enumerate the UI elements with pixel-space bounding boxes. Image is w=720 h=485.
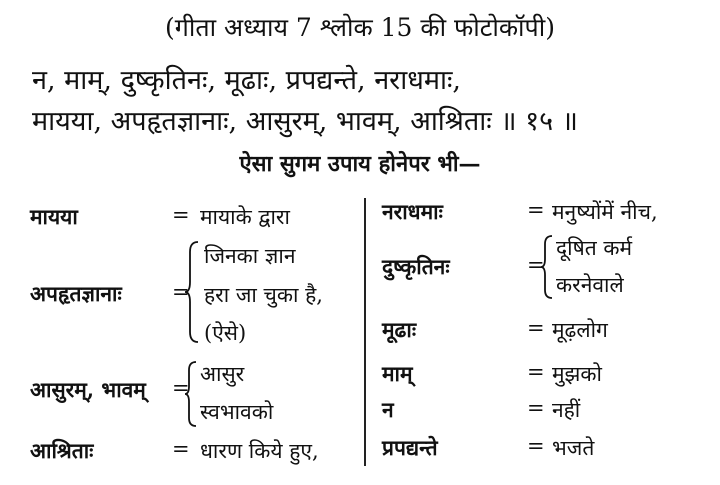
verse-line-2: मायया, अपहृतज्ञानाः, आसुरम्, भावम्, आश्रिताः ॥ १५ ॥	[32, 106, 578, 137]
term-ashritah: आश्रिताः	[30, 438, 94, 463]
meaning-dushkrti-line-1: दूषित कर्म	[556, 236, 633, 260]
equals-sign: =	[172, 437, 190, 461]
meaning-asuram-line-1: आसुर	[200, 362, 245, 386]
page-header: (गीता अध्याय 7 श्लोक 15 की फोटोकॉपी)	[165, 13, 555, 42]
meaning-apahrta-line-2: हरा जा चुका है,	[204, 283, 323, 307]
column-divider	[364, 198, 366, 466]
term-prapadyante: प्रपद्यन्ते	[382, 435, 438, 460]
term-naradhamah: नराधमाः	[382, 199, 443, 224]
meaning-apahrta-line-3: (ऐसे)	[204, 321, 247, 345]
meaning-mudhah: मूढ़लोग	[552, 318, 608, 342]
term-dushkrtinah: दुष्कृतिनः	[382, 254, 450, 279]
subheading: ऐसा सुगम उपाय होनेपर भी—	[239, 151, 481, 177]
equals-sign: =	[172, 376, 190, 400]
equals-sign: =	[172, 280, 190, 304]
equals-sign: =	[527, 396, 545, 420]
verse-line-1: न, माम्, दुष्कृतिनः, मूढाः, प्रपद्यन्ते, नराधमाः,	[32, 65, 461, 96]
equals-sign: =	[527, 198, 545, 222]
meaning-ashritah: धारण किये हुए,	[200, 439, 319, 463]
meaning-apahrta-line-1: जिनका ज्ञान	[204, 244, 296, 268]
equals-sign: =	[527, 316, 545, 340]
term-mudhah: मूढाः	[382, 317, 417, 342]
term-apahrtajnanah: अपहृतज्ञानाः	[30, 281, 122, 306]
meaning-naradhamah: मनुष्योंमें नीच,	[552, 200, 658, 224]
equals-sign: =	[527, 360, 545, 384]
meaning-na: नहीं	[552, 398, 581, 422]
equals-sign: =	[527, 434, 545, 458]
term-asuram-bhavam: आसुरम्, भावम्	[30, 377, 146, 402]
curly-brace-icon	[184, 240, 200, 344]
meaning-asuram-line-2: स्वभावको	[200, 400, 274, 424]
term-mam: माम्	[382, 361, 413, 386]
meaning-prapadyante: भजते	[552, 436, 595, 460]
curly-brace-icon	[540, 234, 554, 300]
term-mayaya: मायया	[30, 204, 78, 229]
meaning-mayaya: मायाके द्वारा	[200, 205, 290, 229]
term-na: न	[382, 397, 394, 422]
meaning-mam: मुझको	[552, 362, 603, 386]
meaning-dushkrti-line-2: करनेवाले	[556, 273, 624, 297]
equals-sign: =	[172, 203, 190, 227]
equals-sign: =	[527, 253, 545, 277]
curly-brace-icon	[184, 360, 198, 428]
